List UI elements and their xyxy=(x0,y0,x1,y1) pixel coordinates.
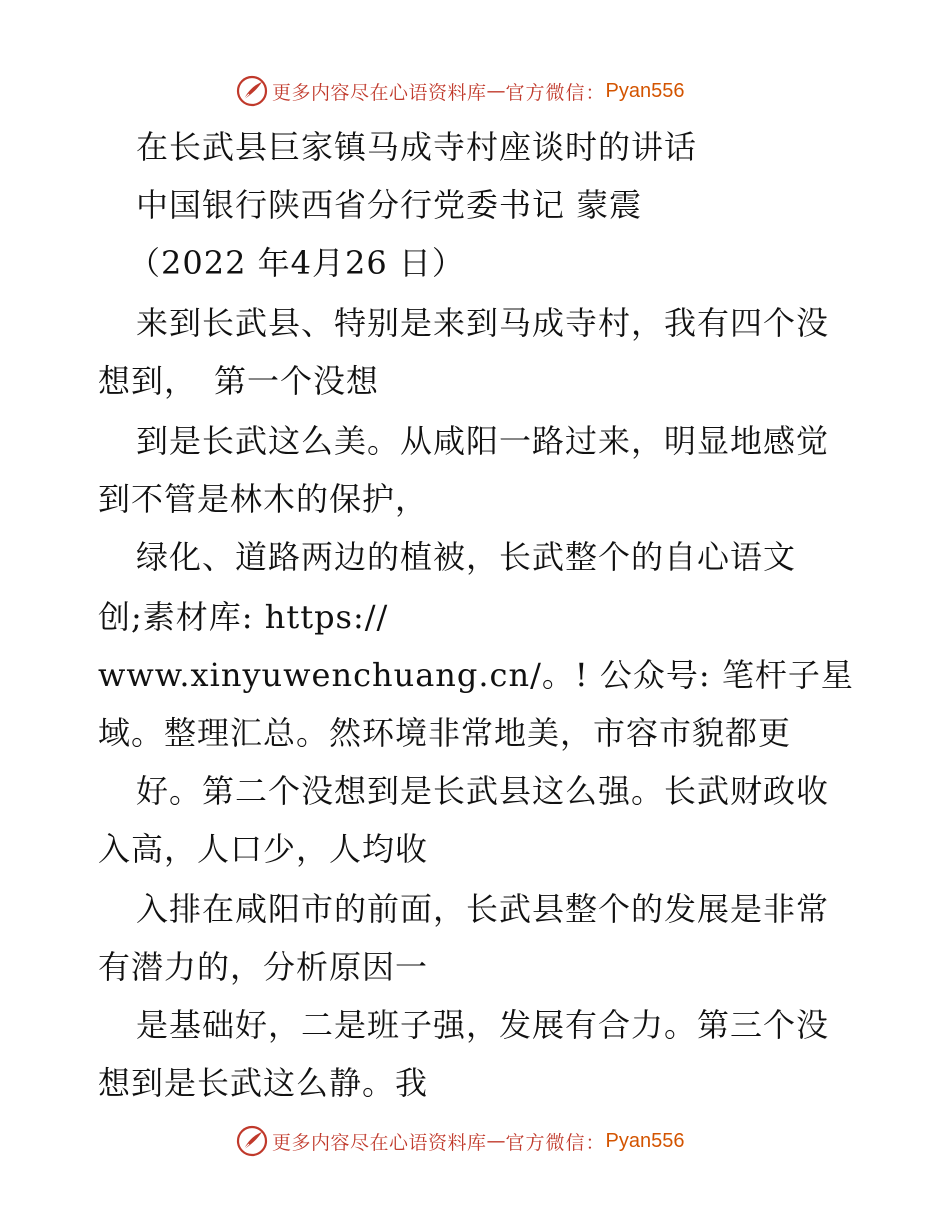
watermark-wechat-label: 官方微信： xyxy=(505,1131,606,1154)
paragraph-line: 绿化、道路两边的植被，长武整个的自心语文 xyxy=(136,538,797,576)
paragraph-line: 到是长武这么美。从咸阳一路过来，明显地感觉 xyxy=(136,422,830,460)
paragraph-line: 来到长武县、特别是来到马成寺村，我有四个没 xyxy=(136,304,830,342)
footer-watermark xyxy=(236,1124,685,1158)
paragraph-line: 想到是长武这么静。我 xyxy=(98,1064,429,1102)
document-author: 中国银行陕西省分行党委书记 蒙震 xyxy=(136,186,643,224)
paragraph-line: www.xinyuwenchuang.cn/。! 公众号: 笔杆子星 xyxy=(98,656,854,694)
document-date: （2022 年4月26 日） xyxy=(128,244,465,282)
watermark-wechat-id: Pyan556 xyxy=(605,79,685,102)
watermark-text: 更多内容尽在心语资料库 xyxy=(272,81,487,104)
paragraph-line: 入排在咸阳市的前面，长武县整个的发展是非常 xyxy=(136,890,830,928)
watermark-separator: — xyxy=(486,80,506,102)
quill-logo-icon xyxy=(236,1125,268,1157)
paragraph-line: 域。整理汇总。然环境非常地美，市容市貌都更 xyxy=(98,714,792,752)
paragraph-line: 入高，人口少，人均收 xyxy=(98,830,429,868)
paragraph-line: 有潜力的，分析原因一 xyxy=(98,948,429,986)
paragraph-line: 是基础好，二是班子强，发展有合力。第三个没 xyxy=(136,1006,830,1044)
paragraph-line: 好。第二个没想到是长武县这么强。长武财政收 xyxy=(136,772,830,810)
paragraph-line: 想到， 第一个没想 xyxy=(98,362,380,400)
document-title: 在长武县巨家镇马成寺村座谈时的讲话 xyxy=(136,128,698,166)
watermark-text: 更多内容尽在心语资料库 xyxy=(272,1131,487,1154)
watermark-wechat-id: Pyan556 xyxy=(605,1129,685,1152)
watermark-separator: — xyxy=(486,1130,506,1152)
paragraph-line: 创;素材库: https:// xyxy=(98,598,389,636)
paragraph-line: 到不管是林木的保护， xyxy=(98,480,429,518)
watermark-wechat-label: 官方微信： xyxy=(505,81,606,104)
